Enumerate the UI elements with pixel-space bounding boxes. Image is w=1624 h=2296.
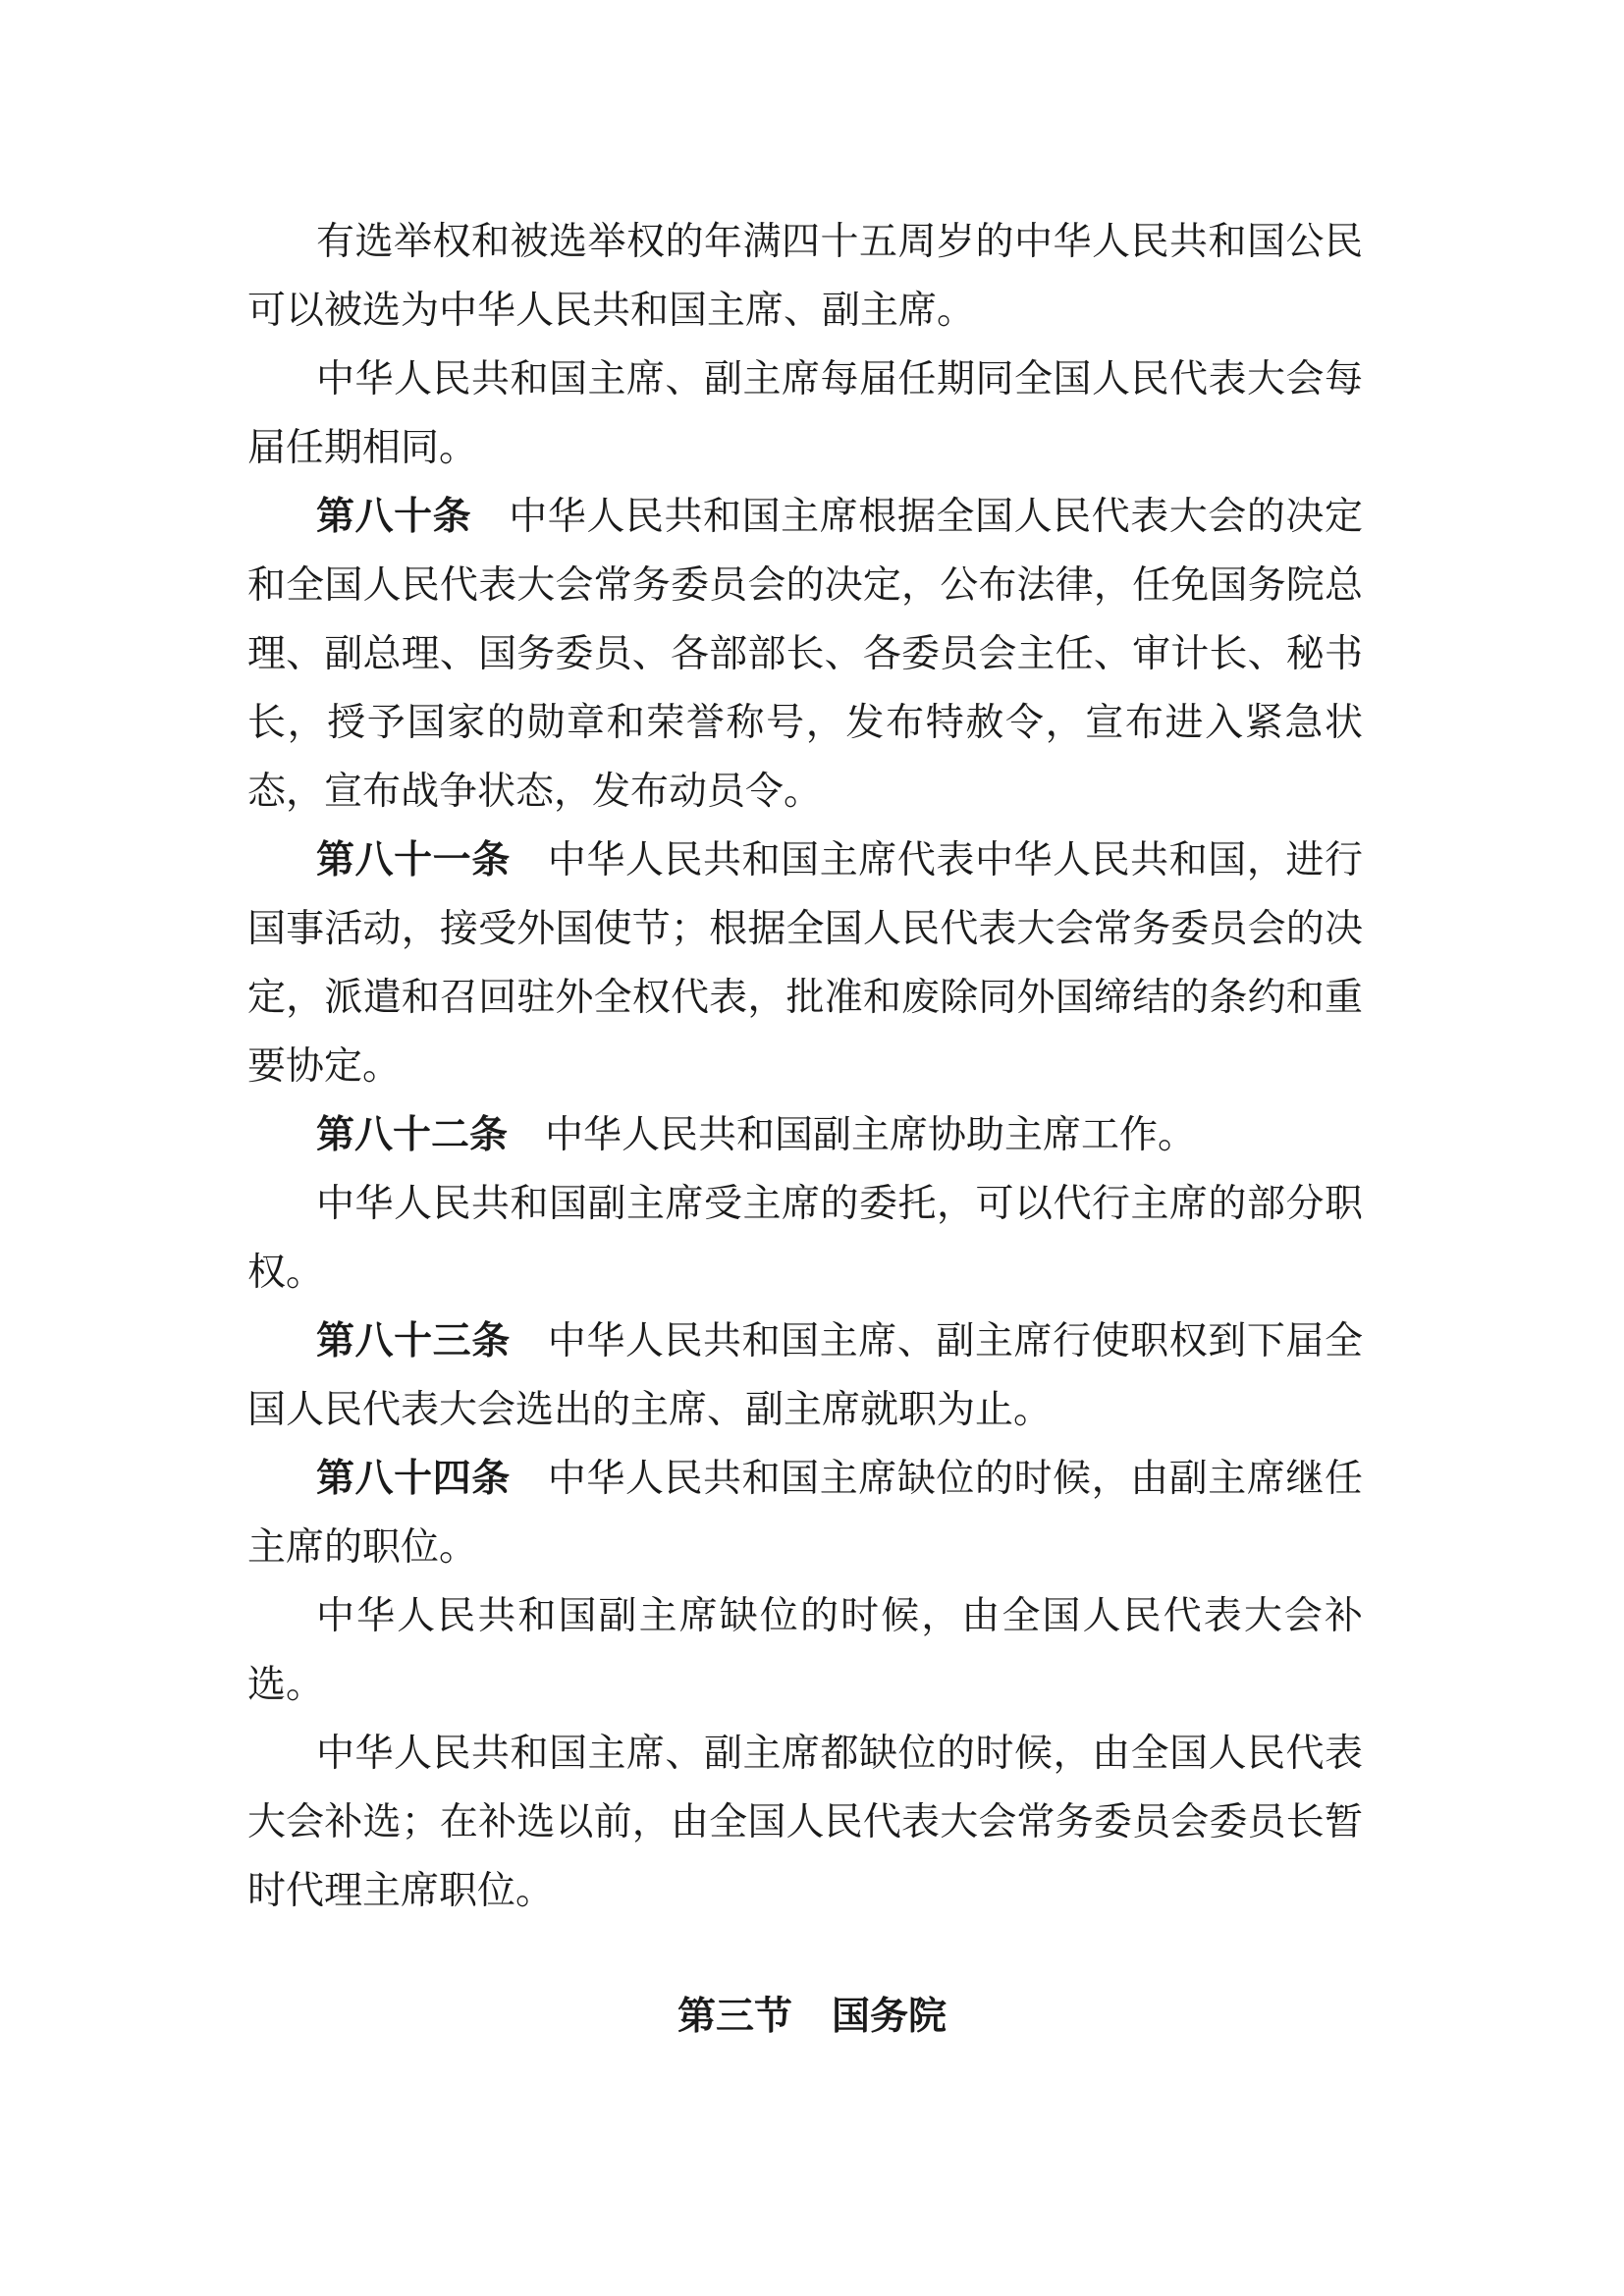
paragraph bbox=[247, 208, 1363, 346]
paragraph-text: 中华人民共和国主席、副主席每届任期同全国人民代表大会每届任期相同。 bbox=[247, 357, 1363, 470]
paragraph-text: 中华人民共和国主席、副主席行使职权到下届全国人民代表大会选出的主席、副主席就职为止。 bbox=[247, 1319, 1363, 1432]
article-82 bbox=[247, 1101, 1363, 1170]
paragraph bbox=[247, 1170, 1363, 1308]
article-84 bbox=[247, 1445, 1363, 1582]
article-83 bbox=[247, 1308, 1363, 1445]
paragraph-text: 中华人民共和国副主席协助主席工作。 bbox=[545, 1113, 1197, 1157]
paragraph-text: 中华人民共和国主席、副主席都缺位的时候，由全国人民代表大会补选；在补选以前，由全国人民代表大会常务委员会委员长暂时代理主席职位。 bbox=[247, 1732, 1363, 1913]
paragraph-text: 中华人民共和国副主席受主席的委托，可以代行主席的部分职权。 bbox=[247, 1182, 1363, 1295]
article-number: 第八十二条 bbox=[316, 1113, 509, 1157]
article-number: 第八十三条 bbox=[316, 1319, 511, 1363]
article-number: 第八十四条 bbox=[316, 1457, 511, 1501]
section-title: 国务院 bbox=[832, 1995, 947, 2039]
section-heading bbox=[0, 1983, 1624, 2052]
paragraph-text: 中华人民共和国副主席缺位的时候，由全国人民代表大会补选。 bbox=[247, 1594, 1363, 1707]
article-number: 第八十条 bbox=[316, 495, 472, 539]
paragraph-text: 中华人民共和国主席代表中华人民共和国，进行国事活动，接受外国使节；根据全国人民代表大会常务委员会的决定，派遣和召回驻外全权代表，批准和废除同外国缔结的条约和重要协定。 bbox=[247, 838, 1363, 1089]
paragraph bbox=[247, 1582, 1363, 1720]
paragraph-text: 中华人民共和国主席缺位的时候，由副主席继任主席的职位。 bbox=[247, 1457, 1363, 1570]
paragraph bbox=[247, 1720, 1363, 1926]
paragraph-text: 有选举权和被选举权的年满四十五周岁的中华人民共和国公民可以被选为中华人民共和国主席、副主席。 bbox=[247, 220, 1363, 333]
article-81 bbox=[247, 827, 1363, 1101]
paragraph bbox=[247, 346, 1363, 483]
article-80 bbox=[247, 483, 1363, 827]
article-number: 第八十一条 bbox=[316, 838, 511, 882]
section-number: 第三节 bbox=[677, 1995, 792, 2039]
body-text bbox=[247, 208, 1363, 1926]
paragraph-text: 中华人民共和国主席根据全国人民代表大会的决定和全国人民代表大会常务委员会的决定，公布法律，任免国务院总理、副总理、国务委员、各部部长、各委员会主任、审计长、秘书长，授予国家的勋章和荣誉称号，发布特赦令，宣布进入紧急状态，宣布战争状态，发布动员令。 bbox=[247, 495, 1363, 814]
